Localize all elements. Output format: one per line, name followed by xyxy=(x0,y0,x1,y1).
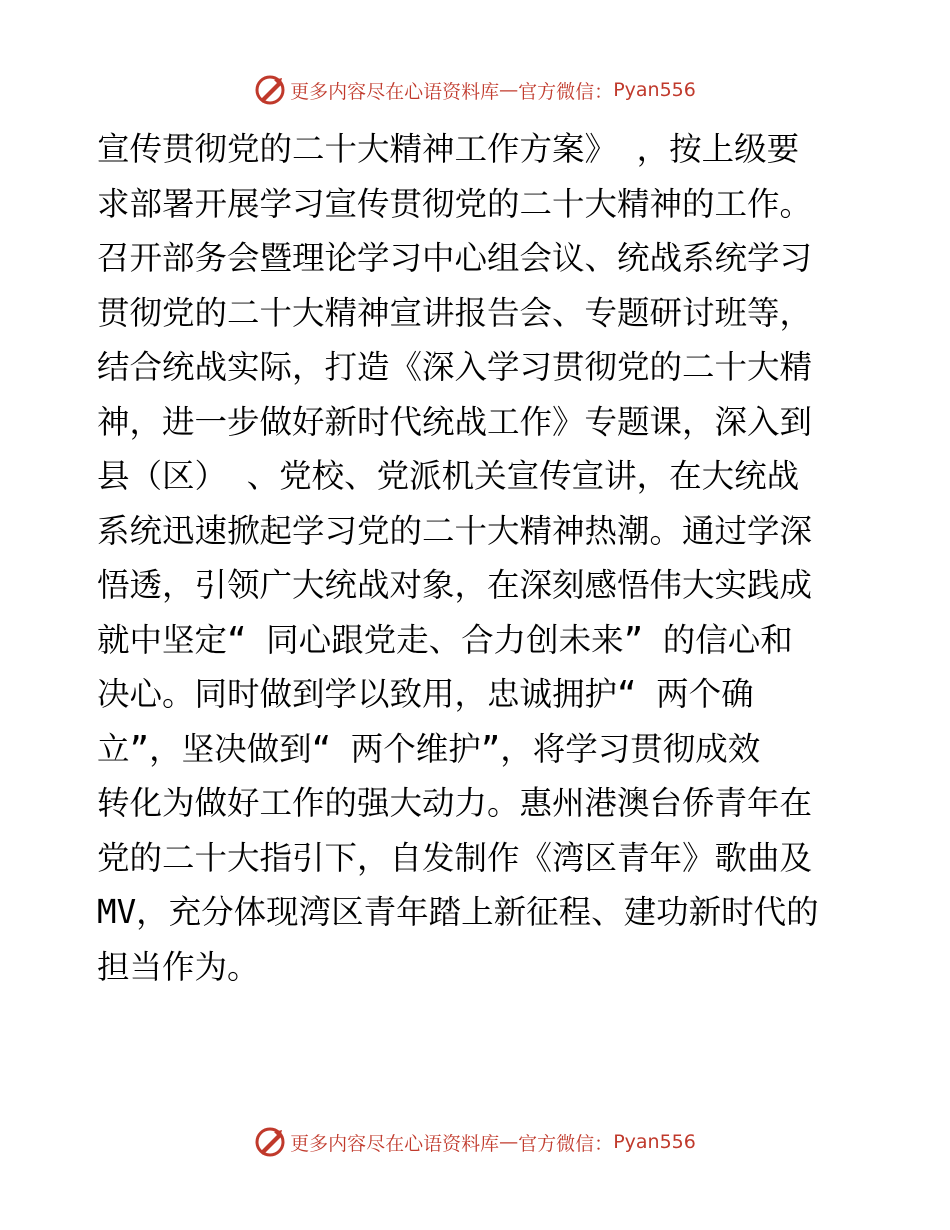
body-line: 党的二十大指引下，自发制作《湾区青年》歌曲及 xyxy=(97,838,813,877)
watermark-wechat-label: 官方微信： xyxy=(518,1132,614,1155)
body-line: 神，进一步做好新时代统战工作》专题课，深入到 xyxy=(97,402,813,441)
body-line: 求部署开展学习宣传贯彻党的二十大精神的工作。 xyxy=(97,184,813,223)
watermark-wechat-handle: Pyan556 xyxy=(613,1131,696,1153)
body-line: 立”，坚决做到“ 两个维护”，将学习贯彻成效 xyxy=(97,729,761,768)
body-line: 就中坚定“ 同心跟党走、合力创未来” 的信心和 xyxy=(97,620,793,659)
watermark-brand: 更多内容尽在心语资料库 xyxy=(290,1132,500,1155)
body-line: 决心。同时做到学以致用，忠诚拥护“ 两个确 xyxy=(97,675,754,713)
body-line: 悟透，引领广大统战对象，在深刻感悟伟大实践成 xyxy=(97,566,813,604)
body-line: 贯彻党的二十大精神宣讲报告会、专题研讨班等， xyxy=(97,293,813,332)
header-watermark xyxy=(0,70,950,110)
body-line: 结合统战实际，打造《深入学习贯彻党的二十大精 xyxy=(97,348,813,386)
body-line: 担当作为。 xyxy=(97,947,260,986)
document-body xyxy=(97,122,857,994)
watermark-separator: — xyxy=(499,1131,519,1153)
body-line: 宣传贯彻党的二十大精神工作方案》 ，按上级要 xyxy=(97,130,800,168)
watermark-wechat-handle: Pyan556 xyxy=(613,79,696,101)
body-line: MV，充分体现湾区青年踏上新征程、建功新时代的 xyxy=(97,893,819,931)
quill-in-circle-icon xyxy=(254,74,286,106)
body-line: 转化为做好工作的强大动力。惠州港澳台侨青年在 xyxy=(97,784,813,822)
footer-watermark xyxy=(0,1122,950,1162)
body-line: 系统迅速掀起学习党的二十大精神热潮。通过学深 xyxy=(97,511,813,550)
quill-in-circle-icon xyxy=(254,1126,286,1158)
watermark-wechat-label: 官方微信： xyxy=(518,80,614,103)
body-line: 县（区） 、党校、党派机关宣传宣讲，在大统战 xyxy=(97,457,800,495)
body-line: 召开部务会暨理论学习中心组会议、统战系统学习 xyxy=(97,239,813,277)
watermark-brand: 更多内容尽在心语资料库 xyxy=(290,80,500,103)
watermark-separator: — xyxy=(499,79,519,101)
